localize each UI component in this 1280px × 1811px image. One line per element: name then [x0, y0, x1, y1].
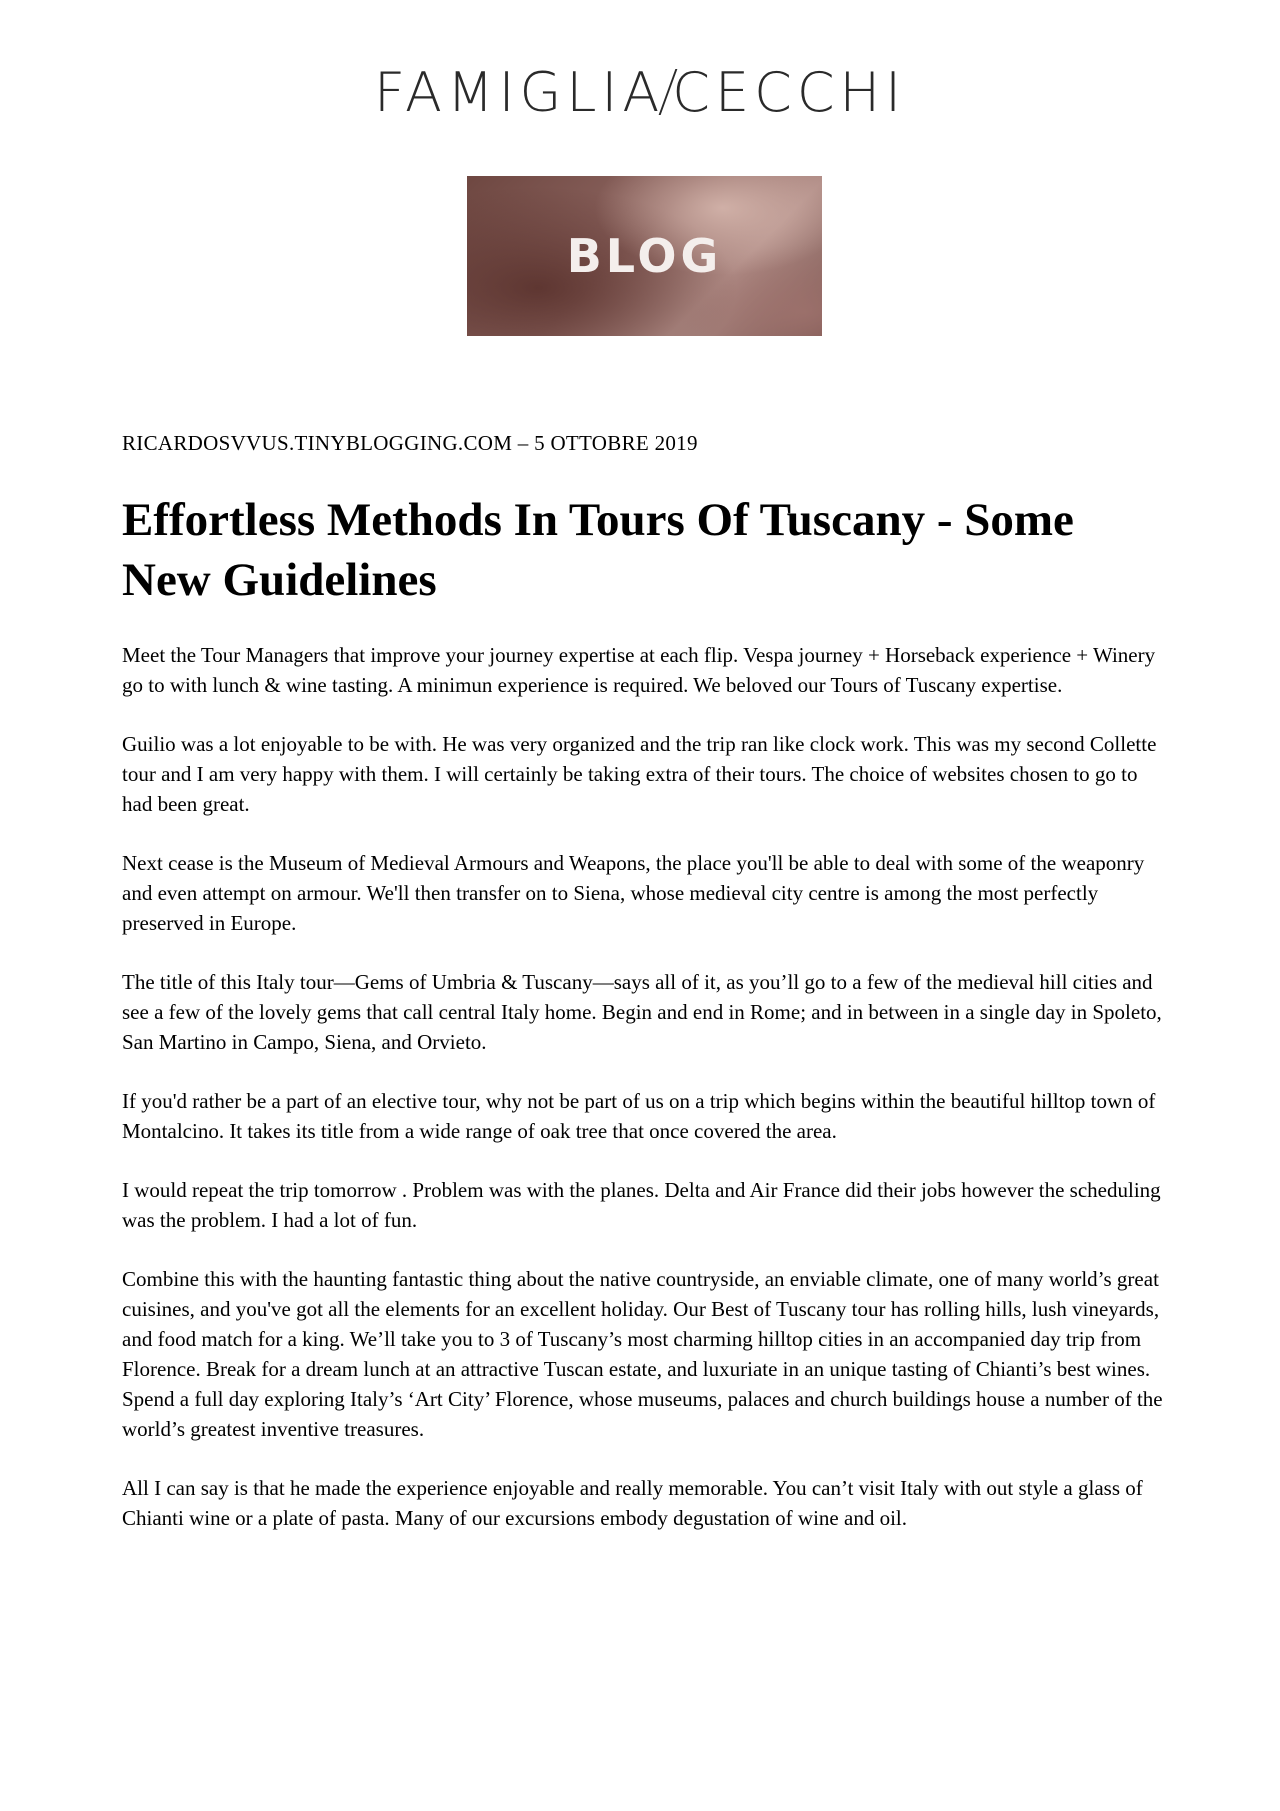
post-meta: RICARDOSVVUS.TINYBLOGGING.COM – 5 OTTOBRE 2019: [122, 431, 698, 455]
post-paragraph: Guilio was a lot enjoyable to be with. He was very organized and the trip ran like clock work. This was my second Collette tour and I am very happy with them. I will certainly be taking extra of their tours. The choice of websites chosen to go to had been great.: [122, 732, 1157, 816]
post-title: Effortless Methods In Tours Of Tuscany - Some New Guidelines: [122, 494, 1074, 606]
logo-divider: [662, 69, 674, 113]
blog-banner-image: [467, 176, 822, 336]
logo-text-right: CECCHI: [672, 61, 907, 124]
post-paragraph: If you'd rather be a part of an elective tour, why not be part of us on a trip which begins within the beautiful hilltop town of Montalcino. It takes its title from a wide range of oak tree that once covered the area.: [122, 1089, 1156, 1143]
logo-text-left: FAMIGLIA: [373, 61, 665, 124]
post-paragraph: The title of this Italy tour—Gems of Umbria & Tuscany—says all of it, as you’ll go to a few of the medieval hill cities and see a few of the lovely gems that call central Italy home. Begin and end in Rome; and in between in a single day in Spoleto, San Martino in Campo, Siena, and Orvieto.: [122, 970, 1162, 1054]
post-body: [122, 640, 1172, 1562]
brand-logo[interactable]: [0, 61, 1280, 124]
post-paragraph: Next cease is the Museum of Medieval Armours and Weapons, the place you'll be able to deal with some of the weaponry and even attempt on armour. We'll then transfer on to Siena, whose medieval city centre is among the most perfectly preserved in Europe.: [122, 851, 1145, 935]
blog-banner-label: BLOG: [566, 229, 723, 283]
post-paragraph: All I can say is that he made the experience enjoyable and really memorable. You can’t visit Italy with out style a glass of Chianti wine or a plate of pasta. Many of our excursions embody degustation of wine and oil.: [122, 1476, 1143, 1530]
post-paragraph: Meet the Tour Managers that improve your journey expertise at each flip. Vespa journey + Horseback experience + Winery go to with lunch & wine tasting. A minimun experience is required. We beloved our Tours of Tuscany expertise.: [122, 643, 1156, 697]
post-paragraph: Combine this with the haunting fantastic thing about the native countryside, an enviable climate, one of many world’s great cuisines, and you've got all the elements for an excellent holiday. Our Best of Tuscany tour has rolling hills, lush vineyards, and food match for a king. We’ll take you to 3 of Tuscany’s most charming hilltop cities in an accompanied day trip from Florence. Break for a dream lunch at an attractive Tuscan estate, and luxuriate in an unique tasting of Chianti’s best wines. Spend a full day exploring Italy’s ‘Art City’ Florence, whose museums, palaces and church buildings house a number of the world’s greatest inventive treasures.: [122, 1267, 1163, 1441]
post-paragraph: I would repeat the trip tomorrow . Problem was with the planes. Delta and Air France did their jobs however the scheduling was the problem. I had a lot of fun.: [122, 1178, 1161, 1232]
